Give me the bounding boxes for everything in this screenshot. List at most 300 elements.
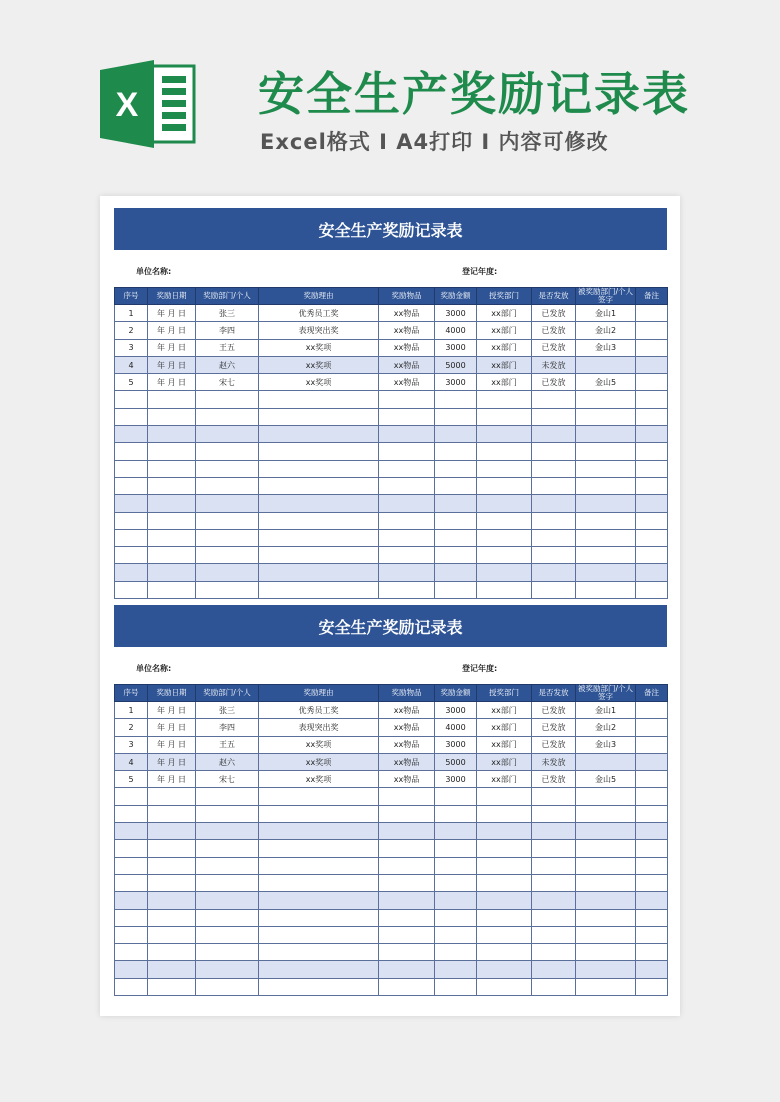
table-cell[interactable]	[259, 892, 379, 909]
table-cell[interactable]: 王五	[196, 736, 259, 753]
table-cell[interactable]	[636, 736, 668, 753]
table-cell[interactable]	[259, 581, 379, 598]
table-cell[interactable]	[576, 805, 636, 822]
table-cell[interactable]: 赵六	[196, 753, 259, 770]
table-cell[interactable]	[532, 944, 576, 961]
table-cell[interactable]	[148, 477, 196, 494]
table-cell[interactable]: xx部门	[477, 771, 532, 788]
table-cell[interactable]: xx奖项	[259, 736, 379, 753]
table-cell[interactable]: 金山3	[576, 736, 636, 753]
table-cell[interactable]	[115, 944, 148, 961]
table-cell[interactable]	[115, 909, 148, 926]
table-cell[interactable]	[636, 477, 668, 494]
table-cell[interactable]	[636, 460, 668, 477]
table-cell[interactable]	[379, 581, 435, 598]
table-cell[interactable]: xx部门	[477, 736, 532, 753]
table-cell[interactable]	[259, 944, 379, 961]
table-cell[interactable]: 金山5	[576, 771, 636, 788]
table-cell[interactable]	[115, 857, 148, 874]
table-cell[interactable]	[435, 892, 477, 909]
table-cell[interactable]	[435, 391, 477, 408]
table-cell[interactable]	[435, 581, 477, 598]
table-cell[interactable]: 已发放	[532, 719, 576, 736]
table-cell[interactable]	[435, 874, 477, 891]
table-cell[interactable]: 金山5	[576, 374, 636, 391]
table-cell[interactable]	[477, 823, 532, 840]
table-cell[interactable]	[148, 495, 196, 512]
table-cell[interactable]	[576, 426, 636, 443]
table-cell[interactable]	[636, 443, 668, 460]
table-cell[interactable]	[115, 529, 148, 546]
table-cell[interactable]	[196, 944, 259, 961]
table-cell[interactable]	[435, 529, 477, 546]
table-cell[interactable]: 年 月 日	[148, 322, 196, 339]
table-cell[interactable]	[379, 391, 435, 408]
table-cell[interactable]	[532, 961, 576, 978]
table-cell[interactable]	[477, 564, 532, 581]
table-cell[interactable]	[148, 978, 196, 995]
table-cell[interactable]	[196, 529, 259, 546]
table-cell[interactable]: 4000	[435, 719, 477, 736]
table-cell[interactable]	[435, 564, 477, 581]
table-cell[interactable]: 年 月 日	[148, 305, 196, 322]
table-cell[interactable]	[636, 805, 668, 822]
table-cell[interactable]: 5000	[435, 356, 477, 373]
table-cell[interactable]: 金山1	[576, 702, 636, 719]
table-cell[interactable]	[532, 512, 576, 529]
table-cell[interactable]	[115, 788, 148, 805]
table-cell[interactable]: 年 月 日	[148, 374, 196, 391]
table-cell[interactable]	[636, 788, 668, 805]
table-cell[interactable]	[196, 978, 259, 995]
table-cell[interactable]	[576, 356, 636, 373]
table-cell[interactable]: xx物品	[379, 702, 435, 719]
table-cell[interactable]	[477, 840, 532, 857]
table-cell[interactable]	[532, 892, 576, 909]
table-cell[interactable]: 金山2	[576, 719, 636, 736]
table-cell[interactable]	[259, 477, 379, 494]
table-cell[interactable]	[636, 374, 668, 391]
table-cell[interactable]	[576, 408, 636, 425]
table-cell[interactable]	[636, 961, 668, 978]
table-cell[interactable]: xx奖项	[259, 356, 379, 373]
table-cell[interactable]	[636, 753, 668, 770]
table-cell[interactable]	[435, 944, 477, 961]
table-cell[interactable]	[435, 460, 477, 477]
table-cell[interactable]	[148, 408, 196, 425]
table-cell[interactable]	[196, 857, 259, 874]
table-cell[interactable]: 张三	[196, 702, 259, 719]
table-cell[interactable]	[196, 408, 259, 425]
table-cell[interactable]	[259, 874, 379, 891]
table-cell[interactable]	[576, 495, 636, 512]
table-cell[interactable]	[435, 823, 477, 840]
table-cell[interactable]	[576, 581, 636, 598]
table-cell[interactable]	[196, 547, 259, 564]
table-cell[interactable]	[477, 426, 532, 443]
table-cell[interactable]	[379, 892, 435, 909]
table-cell[interactable]	[636, 564, 668, 581]
table-cell[interactable]: 4000	[435, 322, 477, 339]
table-cell[interactable]	[115, 961, 148, 978]
table-cell[interactable]: 3000	[435, 736, 477, 753]
table-cell[interactable]: xx部门	[477, 374, 532, 391]
table-cell[interactable]	[259, 857, 379, 874]
table-cell[interactable]: xx物品	[379, 356, 435, 373]
table-cell[interactable]	[196, 961, 259, 978]
table-cell[interactable]	[196, 909, 259, 926]
table-cell[interactable]: 赵六	[196, 356, 259, 373]
table-cell[interactable]	[435, 909, 477, 926]
table-cell[interactable]: xx部门	[477, 305, 532, 322]
table-cell[interactable]	[477, 805, 532, 822]
table-cell[interactable]	[636, 840, 668, 857]
table-cell[interactable]	[636, 391, 668, 408]
table-cell[interactable]: xx物品	[379, 322, 435, 339]
table-cell[interactable]	[148, 788, 196, 805]
table-cell[interactable]	[379, 926, 435, 943]
table-cell[interactable]: 未发放	[532, 753, 576, 770]
table-cell[interactable]	[259, 926, 379, 943]
table-cell[interactable]: 优秀员工奖	[259, 305, 379, 322]
table-cell[interactable]	[636, 339, 668, 356]
table-cell[interactable]	[259, 788, 379, 805]
table-cell[interactable]	[532, 547, 576, 564]
table-cell[interactable]	[576, 909, 636, 926]
table-cell[interactable]: 5	[115, 771, 148, 788]
table-cell[interactable]	[115, 805, 148, 822]
table-cell[interactable]: 3000	[435, 339, 477, 356]
table-cell[interactable]: 已发放	[532, 374, 576, 391]
table-cell[interactable]	[379, 788, 435, 805]
table-cell[interactable]	[532, 564, 576, 581]
table-cell[interactable]	[196, 426, 259, 443]
table-cell[interactable]	[477, 892, 532, 909]
table-cell[interactable]	[636, 823, 668, 840]
table-cell[interactable]	[259, 512, 379, 529]
table-cell[interactable]	[148, 944, 196, 961]
table-cell[interactable]	[115, 443, 148, 460]
table-cell[interactable]	[532, 426, 576, 443]
table-cell[interactable]: 年 月 日	[148, 771, 196, 788]
table-cell[interactable]: 王五	[196, 339, 259, 356]
table-cell[interactable]	[532, 788, 576, 805]
table-cell[interactable]	[435, 495, 477, 512]
table-cell[interactable]: 已发放	[532, 702, 576, 719]
table-cell[interactable]	[636, 529, 668, 546]
table-cell[interactable]: 年 月 日	[148, 719, 196, 736]
table-cell[interactable]	[196, 443, 259, 460]
table-cell[interactable]	[477, 408, 532, 425]
table-cell[interactable]	[148, 926, 196, 943]
table-cell[interactable]	[636, 495, 668, 512]
table-cell[interactable]	[636, 771, 668, 788]
table-cell[interactable]	[259, 391, 379, 408]
table-cell[interactable]	[435, 443, 477, 460]
table-cell[interactable]	[196, 477, 259, 494]
table-cell[interactable]	[636, 857, 668, 874]
table-cell[interactable]	[435, 840, 477, 857]
table-cell[interactable]	[148, 961, 196, 978]
table-cell[interactable]	[576, 788, 636, 805]
table-cell[interactable]	[148, 426, 196, 443]
table-cell[interactable]: 优秀员工奖	[259, 702, 379, 719]
table-cell[interactable]	[148, 581, 196, 598]
table-cell[interactable]	[435, 547, 477, 564]
table-cell[interactable]	[379, 823, 435, 840]
table-cell[interactable]	[148, 391, 196, 408]
table-cell[interactable]: xx部门	[477, 356, 532, 373]
table-cell[interactable]: xx奖项	[259, 771, 379, 788]
table-cell[interactable]	[435, 512, 477, 529]
table-cell[interactable]	[532, 857, 576, 874]
table-cell[interactable]	[379, 495, 435, 512]
table-cell[interactable]	[115, 512, 148, 529]
table-cell[interactable]	[379, 443, 435, 460]
table-cell[interactable]	[379, 547, 435, 564]
table-cell[interactable]: 已发放	[532, 305, 576, 322]
table-cell[interactable]: 3000	[435, 771, 477, 788]
table-cell[interactable]	[532, 443, 576, 460]
table-cell[interactable]: 3	[115, 339, 148, 356]
table-cell[interactable]	[435, 805, 477, 822]
table-cell[interactable]	[435, 978, 477, 995]
table-cell[interactable]	[259, 443, 379, 460]
table-cell[interactable]	[148, 529, 196, 546]
table-cell[interactable]	[576, 512, 636, 529]
table-cell[interactable]: xx物品	[379, 339, 435, 356]
table-cell[interactable]: 表现突出奖	[259, 719, 379, 736]
table-cell[interactable]	[636, 926, 668, 943]
table-cell[interactable]: xx物品	[379, 374, 435, 391]
table-cell[interactable]	[477, 547, 532, 564]
table-cell[interactable]: xx奖项	[259, 339, 379, 356]
table-cell[interactable]: 张三	[196, 305, 259, 322]
table-cell[interactable]	[532, 805, 576, 822]
table-cell[interactable]: 年 月 日	[148, 356, 196, 373]
table-cell[interactable]	[379, 978, 435, 995]
table-cell[interactable]	[477, 874, 532, 891]
table-cell[interactable]	[148, 874, 196, 891]
table-cell[interactable]	[576, 547, 636, 564]
table-cell[interactable]: 1	[115, 305, 148, 322]
table-cell[interactable]	[196, 788, 259, 805]
table-cell[interactable]	[435, 408, 477, 425]
table-cell[interactable]	[148, 564, 196, 581]
table-cell[interactable]: 已发放	[532, 322, 576, 339]
table-cell[interactable]	[379, 426, 435, 443]
table-cell[interactable]	[477, 978, 532, 995]
table-cell[interactable]	[477, 529, 532, 546]
table-cell[interactable]	[115, 426, 148, 443]
table-cell[interactable]	[115, 391, 148, 408]
table-cell[interactable]: 4	[115, 356, 148, 373]
table-cell[interactable]: 年 月 日	[148, 753, 196, 770]
table-cell[interactable]	[115, 408, 148, 425]
table-cell[interactable]	[379, 840, 435, 857]
table-cell[interactable]	[435, 426, 477, 443]
table-cell[interactable]	[532, 909, 576, 926]
table-cell[interactable]	[148, 805, 196, 822]
table-cell[interactable]	[636, 426, 668, 443]
table-cell[interactable]	[532, 495, 576, 512]
table-cell[interactable]	[477, 477, 532, 494]
table-cell[interactable]	[636, 874, 668, 891]
table-cell[interactable]	[148, 857, 196, 874]
table-cell[interactable]	[115, 495, 148, 512]
table-cell[interactable]: 5000	[435, 753, 477, 770]
table-cell[interactable]: 4	[115, 753, 148, 770]
table-cell[interactable]	[636, 702, 668, 719]
table-cell[interactable]	[477, 926, 532, 943]
table-cell[interactable]	[259, 495, 379, 512]
table-cell[interactable]	[532, 874, 576, 891]
table-cell[interactable]	[379, 512, 435, 529]
table-cell[interactable]	[576, 391, 636, 408]
table-cell[interactable]	[148, 512, 196, 529]
table-cell[interactable]	[576, 564, 636, 581]
table-cell[interactable]	[115, 581, 148, 598]
table-cell[interactable]	[379, 857, 435, 874]
table-cell[interactable]: 李四	[196, 719, 259, 736]
table-cell[interactable]	[379, 529, 435, 546]
table-cell[interactable]	[259, 547, 379, 564]
table-cell[interactable]	[477, 512, 532, 529]
table-cell[interactable]: 宋七	[196, 374, 259, 391]
table-cell[interactable]	[115, 564, 148, 581]
table-cell[interactable]	[576, 529, 636, 546]
table-cell[interactable]	[259, 823, 379, 840]
table-cell[interactable]	[115, 892, 148, 909]
table-cell[interactable]: 3000	[435, 702, 477, 719]
table-cell[interactable]: xx物品	[379, 719, 435, 736]
table-cell[interactable]	[259, 460, 379, 477]
table-cell[interactable]: xx物品	[379, 771, 435, 788]
table-cell[interactable]	[532, 477, 576, 494]
table-cell[interactable]	[115, 823, 148, 840]
table-cell[interactable]	[636, 512, 668, 529]
table-cell[interactable]	[636, 978, 668, 995]
table-cell[interactable]: 3000	[435, 374, 477, 391]
table-cell[interactable]	[576, 823, 636, 840]
table-cell[interactable]	[576, 477, 636, 494]
table-cell[interactable]	[196, 512, 259, 529]
table-cell[interactable]	[636, 581, 668, 598]
table-cell[interactable]	[196, 874, 259, 891]
table-cell[interactable]	[576, 443, 636, 460]
table-cell[interactable]: 年 月 日	[148, 736, 196, 753]
table-cell[interactable]	[196, 581, 259, 598]
table-cell[interactable]: 3000	[435, 305, 477, 322]
table-cell[interactable]	[576, 840, 636, 857]
table-cell[interactable]	[196, 805, 259, 822]
table-cell[interactable]: 2	[115, 719, 148, 736]
table-cell[interactable]	[196, 564, 259, 581]
table-cell[interactable]	[196, 926, 259, 943]
table-cell[interactable]	[435, 961, 477, 978]
table-cell[interactable]: 金山2	[576, 322, 636, 339]
table-cell[interactable]	[576, 753, 636, 770]
table-cell[interactable]	[532, 408, 576, 425]
table-cell[interactable]	[148, 892, 196, 909]
table-cell[interactable]	[636, 944, 668, 961]
table-cell[interactable]	[259, 909, 379, 926]
table-cell[interactable]	[148, 443, 196, 460]
table-cell[interactable]	[259, 529, 379, 546]
table-cell[interactable]	[477, 857, 532, 874]
table-cell[interactable]	[379, 408, 435, 425]
table-cell[interactable]	[259, 408, 379, 425]
table-cell[interactable]: xx物品	[379, 753, 435, 770]
table-cell[interactable]	[259, 961, 379, 978]
table-cell[interactable]	[532, 529, 576, 546]
table-cell[interactable]: 已发放	[532, 339, 576, 356]
table-cell[interactable]	[636, 547, 668, 564]
table-cell[interactable]	[532, 581, 576, 598]
table-cell[interactable]: 金山3	[576, 339, 636, 356]
table-cell[interactable]	[532, 823, 576, 840]
table-cell[interactable]: xx奖项	[259, 753, 379, 770]
table-cell[interactable]	[379, 874, 435, 891]
table-cell[interactable]	[379, 909, 435, 926]
table-cell[interactable]: xx部门	[477, 322, 532, 339]
table-cell[interactable]: xx部门	[477, 719, 532, 736]
table-cell[interactable]	[636, 305, 668, 322]
table-cell[interactable]	[477, 944, 532, 961]
table-cell[interactable]	[259, 978, 379, 995]
table-cell[interactable]	[435, 477, 477, 494]
table-cell[interactable]	[259, 840, 379, 857]
table-cell[interactable]: xx奖项	[259, 374, 379, 391]
table-cell[interactable]	[477, 581, 532, 598]
table-cell[interactable]	[477, 391, 532, 408]
table-cell[interactable]	[148, 840, 196, 857]
table-cell[interactable]	[477, 788, 532, 805]
table-cell[interactable]	[196, 495, 259, 512]
table-cell[interactable]: 未发放	[532, 356, 576, 373]
table-cell[interactable]	[196, 892, 259, 909]
table-cell[interactable]	[196, 391, 259, 408]
table-cell[interactable]	[435, 857, 477, 874]
table-cell[interactable]: 表现突出奖	[259, 322, 379, 339]
table-cell[interactable]: 金山1	[576, 305, 636, 322]
table-cell[interactable]	[379, 564, 435, 581]
table-cell[interactable]	[435, 788, 477, 805]
table-cell[interactable]: xx部门	[477, 702, 532, 719]
table-cell[interactable]	[576, 874, 636, 891]
table-cell[interactable]	[477, 961, 532, 978]
table-cell[interactable]	[576, 926, 636, 943]
table-cell[interactable]	[576, 892, 636, 909]
table-cell[interactable]: xx部门	[477, 339, 532, 356]
table-cell[interactable]	[532, 460, 576, 477]
table-cell[interactable]	[115, 477, 148, 494]
table-cell[interactable]	[379, 805, 435, 822]
table-cell[interactable]	[636, 356, 668, 373]
table-cell[interactable]	[379, 477, 435, 494]
table-cell[interactable]	[379, 944, 435, 961]
table-cell[interactable]: 3	[115, 736, 148, 753]
table-cell[interactable]	[196, 823, 259, 840]
table-cell[interactable]	[379, 460, 435, 477]
table-cell[interactable]	[576, 978, 636, 995]
table-cell[interactable]	[196, 840, 259, 857]
table-cell[interactable]: xx物品	[379, 305, 435, 322]
table-cell[interactable]	[477, 460, 532, 477]
table-cell[interactable]	[636, 322, 668, 339]
table-cell[interactable]: 2	[115, 322, 148, 339]
table-cell[interactable]: 年 月 日	[148, 339, 196, 356]
